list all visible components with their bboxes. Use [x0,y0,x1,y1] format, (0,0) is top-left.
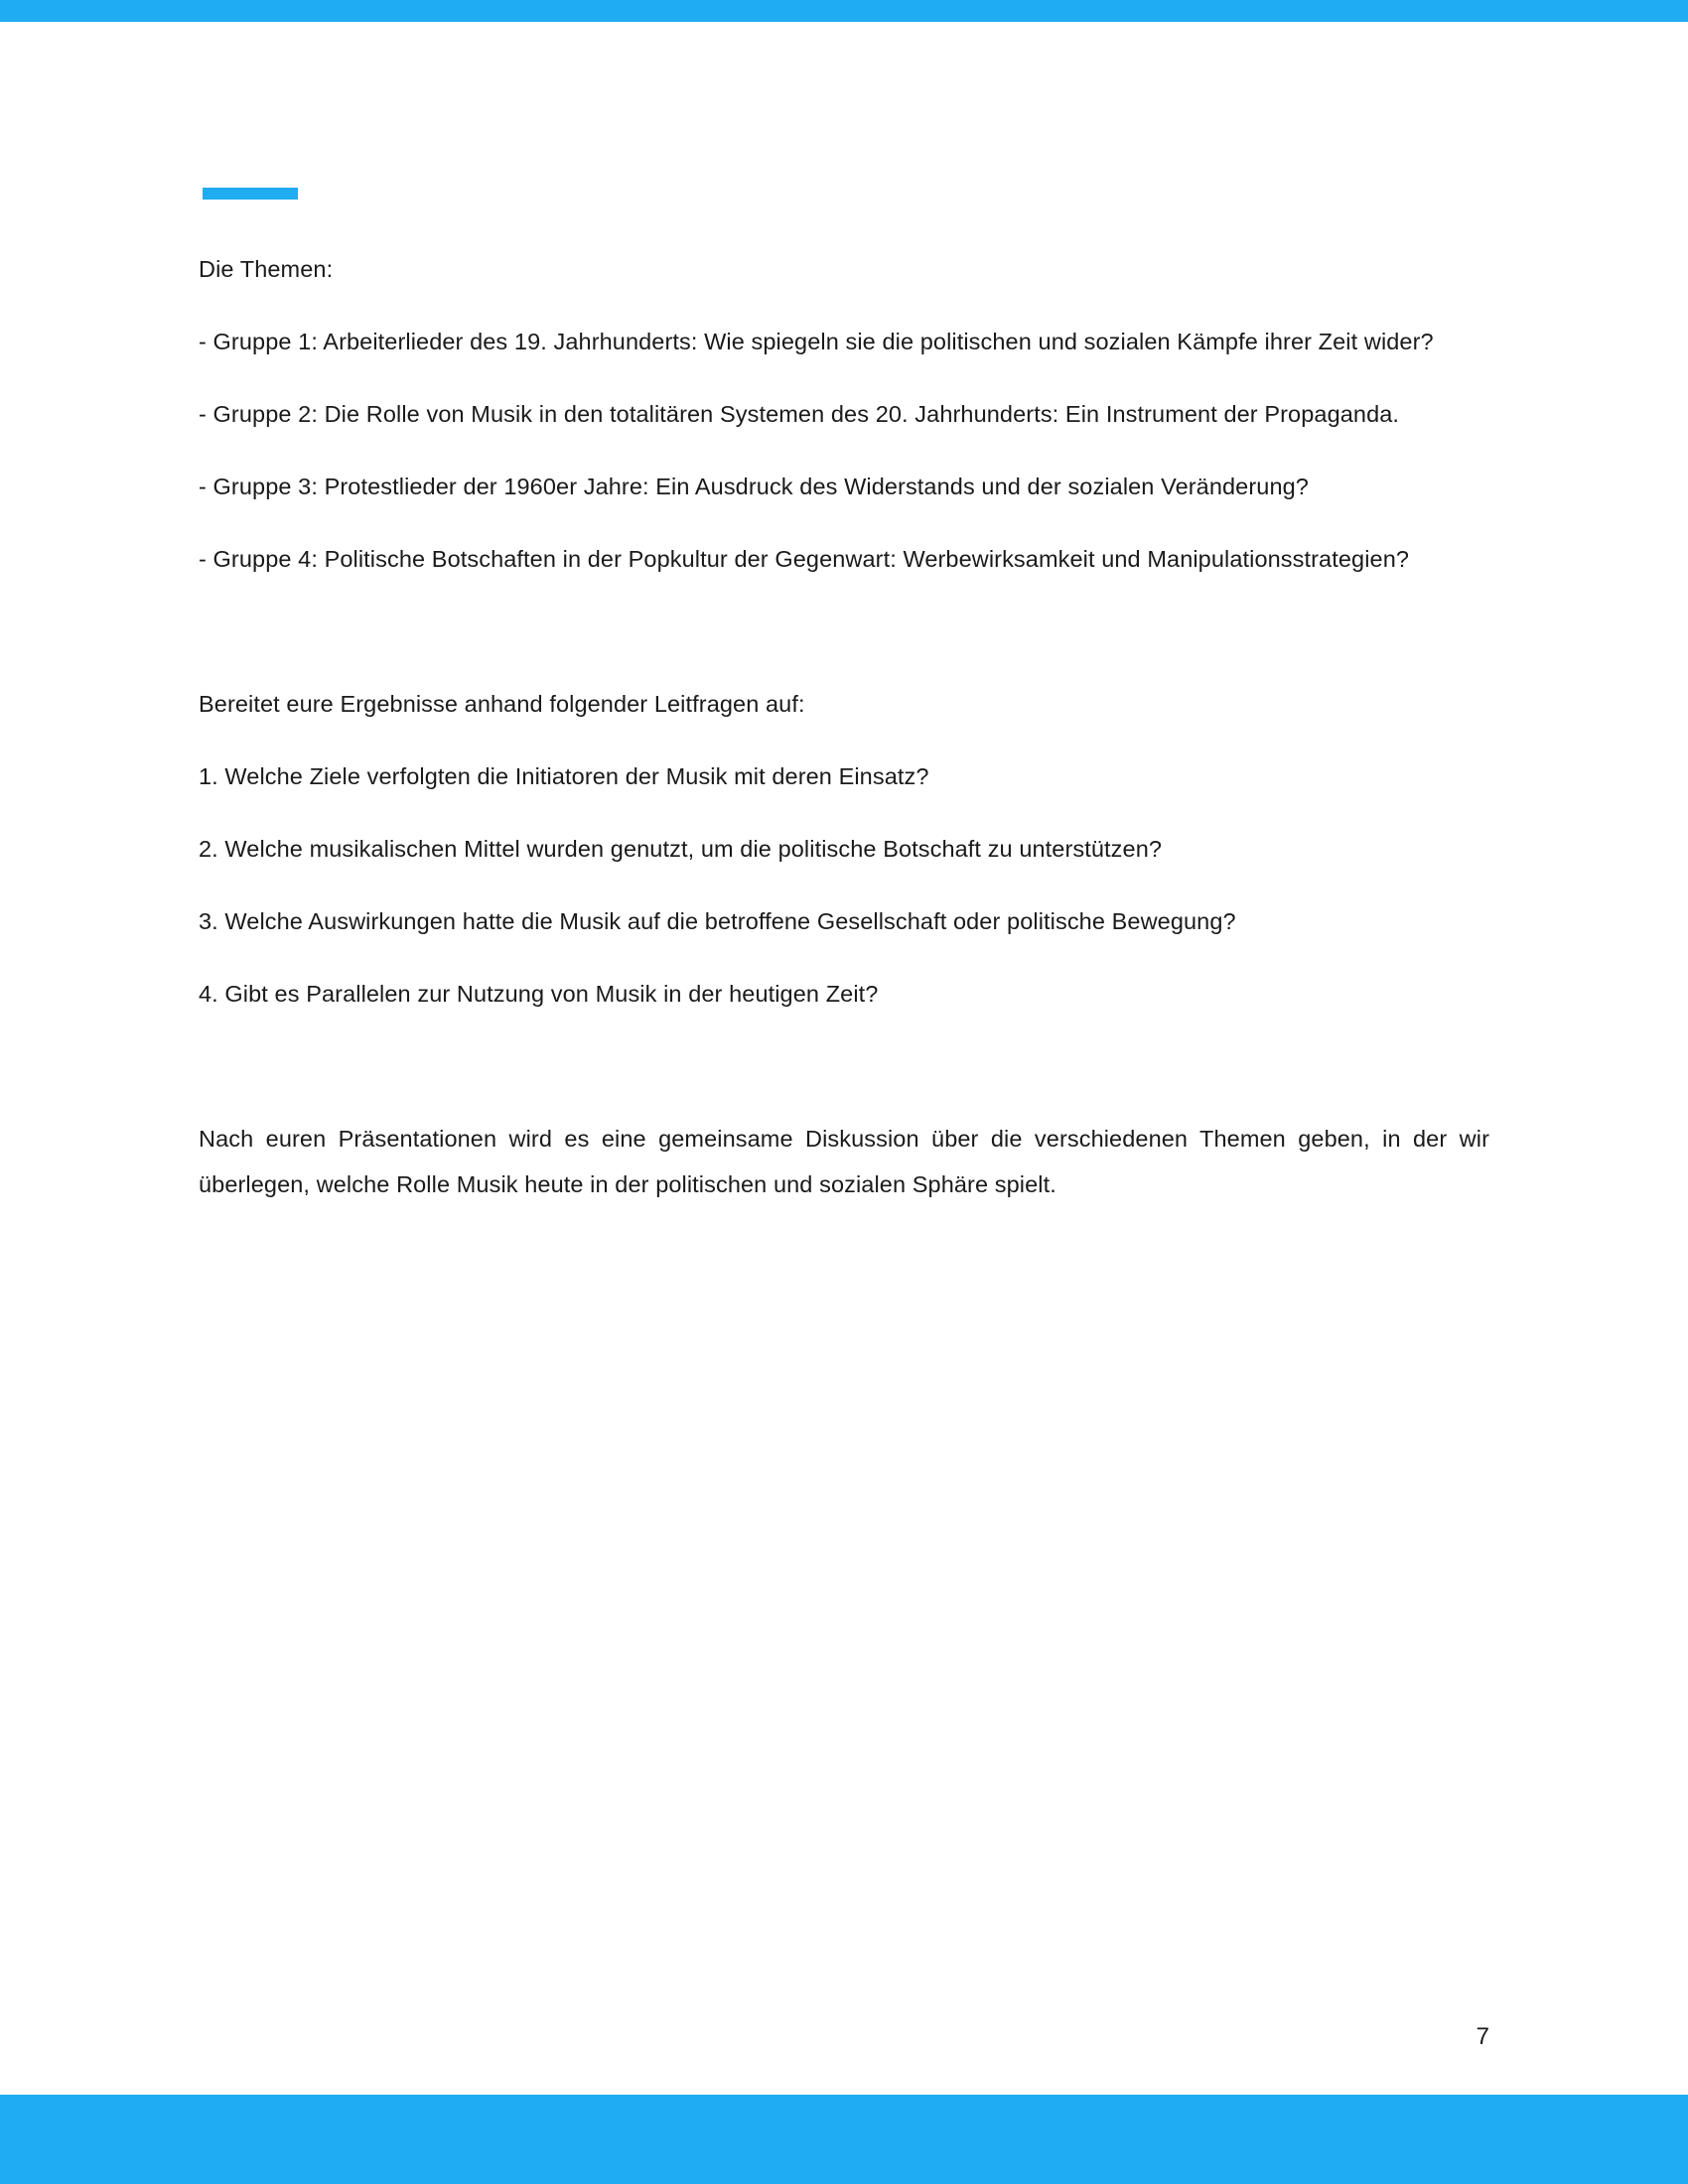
group-item-3: - Gruppe 3: Protestlieder der 1960er Jahre: Ein Ausdruck des Widerstands und der sozialen Veränderung? [199,474,1309,499]
leitfrage-2: 2. Welche musikalischen Mittel wurden genutzt, um die politische Botschaft zu unterstützen? [199,836,1163,862]
bottom-accent-bar [0,2095,1688,2184]
closing-paragraph: Nach euren Präsentationen wird es eine gemeinsame Diskussion über die verschiedenen Themen geben, in der wir überlegen, welche Rolle Musik heute in der politischen und sozialen Sphäre spielt. [199,1126,1489,1197]
document-content [199,246,1489,1234]
page-number: 7 [1476,2023,1489,2050]
top-accent-bar [0,0,1688,22]
section-accent-dash [203,188,298,200]
leitfrage-4: 4. Gibt es Parallelen zur Nutzung von Musik in der heutigen Zeit? [199,981,879,1007]
group-item-2: - Gruppe 2: Die Rolle von Musik in den totalitären Systemen des 20. Jahrhunderts: Ein Instrument der Propaganda. [199,401,1400,427]
leitfrage-1: 1. Welche Ziele verfolgten die Initiatoren der Musik mit deren Einsatz? [199,763,929,789]
section-spacer-2 [199,1043,1489,1116]
section-spacer-1 [199,609,1489,681]
group-item-1: - Gruppe 1: Arbeiterlieder des 19. Jahrhunderts: Wie spiegeln sie die politischen und sozialen Kämpfe ihrer Zeit wider? [199,329,1434,354]
leitfragen-intro: Bereitet eure Ergebnisse anhand folgender Leitfragen auf: [199,691,805,717]
heading-die-themen: Die Themen: [199,256,334,282]
group-item-4: - Gruppe 4: Politische Botschaften in der Popkultur der Gegenwart: Werbewirksamkeit und Manipulationsstrategien? [199,546,1410,572]
leitfrage-3: 3. Welche Auswirkungen hatte die Musik auf die betroffene Gesellschaft oder politische Bewegung? [199,908,1236,934]
